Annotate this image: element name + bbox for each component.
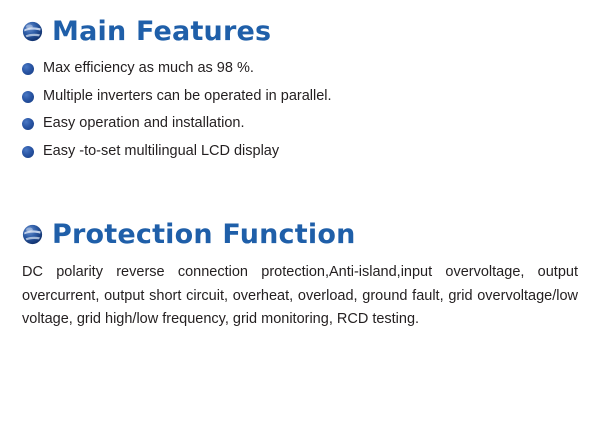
bullet-dot-icon bbox=[22, 63, 34, 75]
protection-function-body bbox=[22, 261, 578, 331]
feature-list bbox=[22, 59, 578, 161]
list-item-label: Multiple inverters can be operated in parallel. bbox=[43, 87, 332, 104]
section-heading-main-features bbox=[22, 18, 578, 45]
protection-paragraph: DC polarity reverse connection protection,Anti-island,input overvoltage, output overcurrent, output short circuit, overheat, overload, ground fault, grid overvoltage/low voltage, grid high/low frequency, grid monitoring, RCD testing. bbox=[22, 264, 578, 328]
list-item bbox=[22, 87, 578, 107]
bullet-dot-icon bbox=[22, 118, 34, 130]
list-item-label: Max efficiency as much as 98 %. bbox=[43, 60, 254, 76]
list-item bbox=[22, 114, 578, 134]
list-item-label: Easy -to-set multilingual LCD display bbox=[43, 142, 280, 159]
section-title: Protection Function bbox=[52, 219, 356, 251]
bullet-dot-icon bbox=[22, 146, 34, 158]
globe-icon bbox=[22, 224, 43, 245]
section-title: Main Features bbox=[52, 16, 272, 47]
list-item-label: Easy operation and installation. bbox=[43, 115, 245, 132]
bullet-dot-icon bbox=[22, 91, 34, 103]
section-spacer bbox=[22, 169, 578, 221]
list-item bbox=[22, 59, 578, 79]
list-item bbox=[22, 142, 578, 162]
section-heading-protection-function bbox=[22, 219, 578, 251]
globe-icon bbox=[22, 21, 43, 42]
